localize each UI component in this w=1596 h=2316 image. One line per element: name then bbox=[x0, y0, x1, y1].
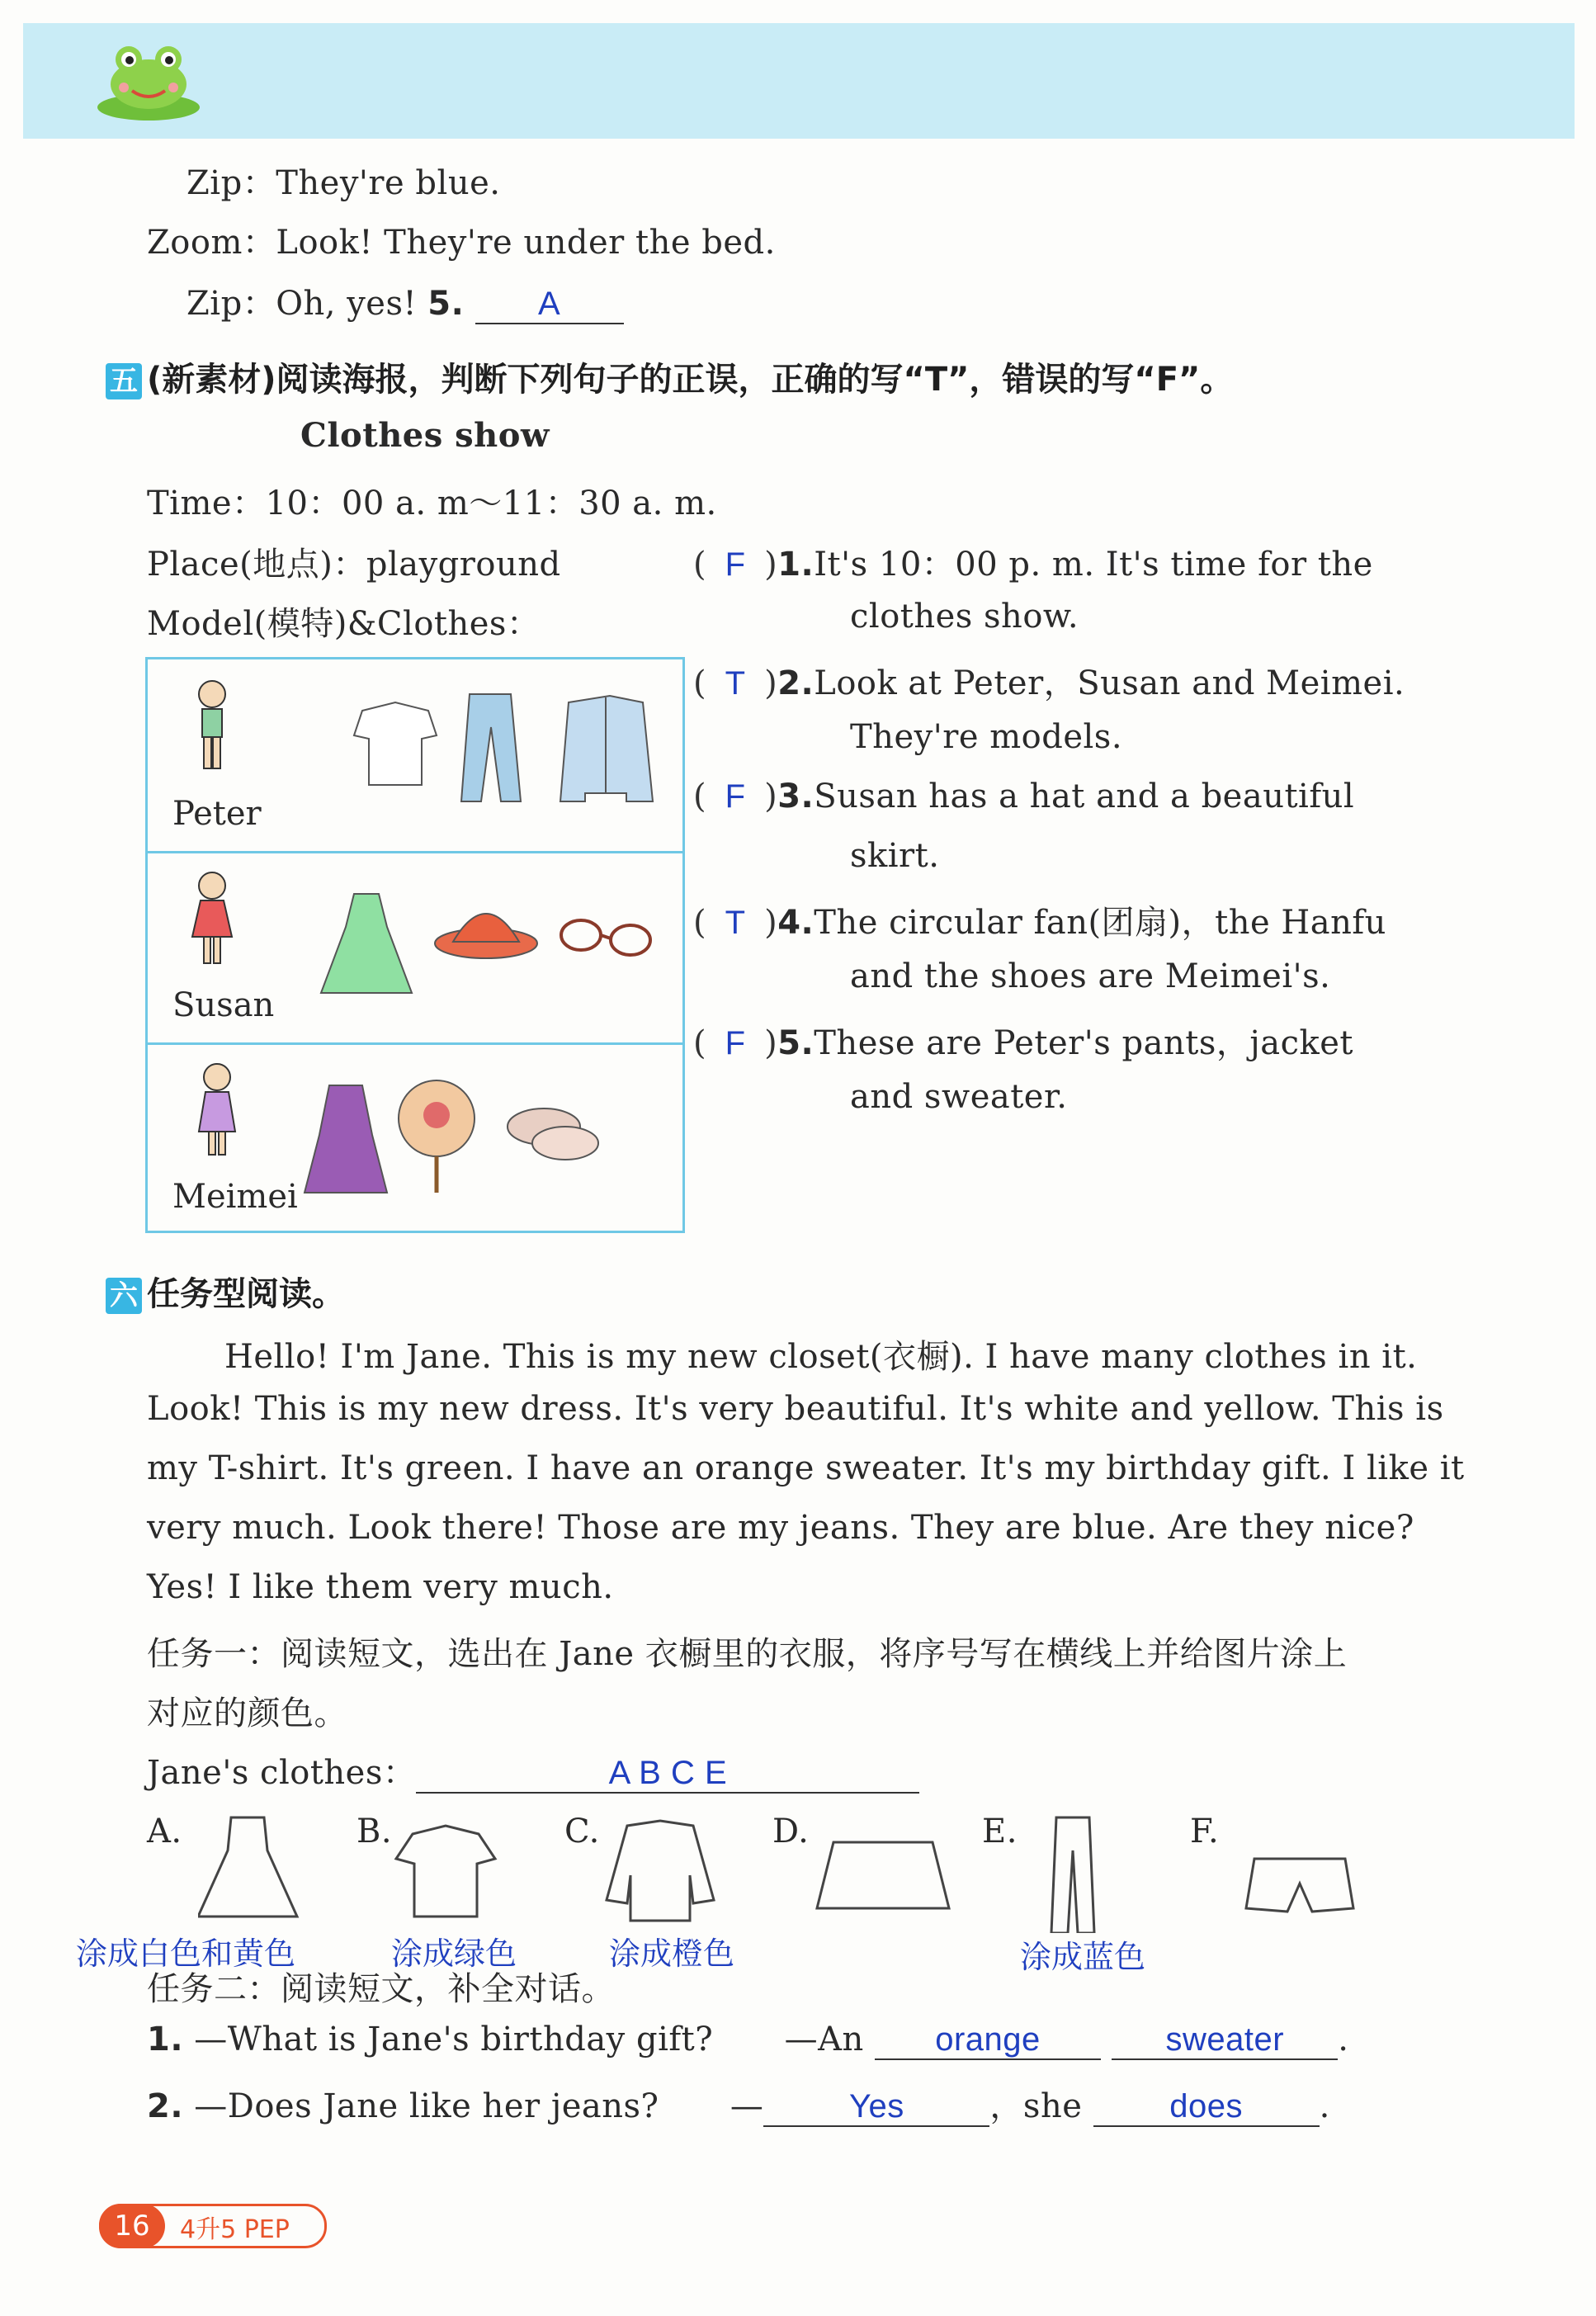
tf-item-4-cont: and the shoes are Meimei's. bbox=[850, 957, 1331, 995]
tf-answer[interactable]: T bbox=[725, 665, 746, 702]
color-note-c: 涂成橙色 bbox=[609, 1936, 735, 1972]
shorts-icon bbox=[1246, 1859, 1353, 1912]
passage-line-4: very much. Look there! Those are my jeans. They are blue. Are they nice? bbox=[147, 1509, 1414, 1547]
answer-blank[interactable]: orange bbox=[875, 2021, 1101, 2060]
option-label: D. bbox=[772, 1813, 810, 1850]
poster-time: Time：10：00 a. m～11：30 a. m. bbox=[147, 484, 717, 522]
model-name: Peter bbox=[172, 795, 262, 833]
option-label: C. bbox=[564, 1813, 600, 1850]
tf-answer[interactable]: F bbox=[725, 1025, 746, 1061]
tf-item-3-cont: skirt. bbox=[850, 837, 940, 875]
model-name: Susan bbox=[172, 986, 275, 1024]
clothes-answer-blank[interactable]: A B C E bbox=[416, 1755, 919, 1794]
option-label: E. bbox=[982, 1813, 1018, 1850]
passage-line-1: Hello! I'm Jane. This is my new closet(衣橱). I have many clothes in it. bbox=[224, 1338, 1418, 1376]
tf-item-5: ( F )5.These are Peter's pants，jacket bbox=[693, 1024, 1353, 1062]
dialog-line-2: Zoom：Look! They're under the bed. bbox=[147, 224, 776, 262]
tf-answer[interactable]: F bbox=[725, 546, 746, 583]
task1-line-1: 任务一：阅读短文，选出在 Jane 衣橱里的衣服，将序号写在横线上并给图片涂上 bbox=[147, 1635, 1348, 1673]
task1-line-2: 对应的颜色。 bbox=[147, 1694, 347, 1732]
model-name: Meimei bbox=[172, 1178, 298, 1216]
model-row-susan bbox=[148, 851, 682, 1045]
tshirt-icon bbox=[396, 1826, 495, 1917]
tf-item-1: ( F )1.It's 10：00 p. m. It's time for the bbox=[693, 546, 1373, 584]
section-5-heading: 五 (新素材)阅读海报，判断下列句子的正误，正确的写“T”，错误的写“F”。 bbox=[106, 353, 1233, 400]
tf-item-1-cont: clothes show. bbox=[850, 598, 1079, 636]
task2-heading: 任务二：阅读短文，补全对话。 bbox=[147, 1970, 615, 2008]
sweater-icon bbox=[607, 1821, 714, 1921]
option-label: A. bbox=[147, 1813, 182, 1850]
question-2: 2. —Does Jane like her jeans? — Yes ，she does . bbox=[147, 2087, 1330, 2125]
section-6-heading: 六 任务型阅读。 bbox=[106, 1268, 345, 1315]
tf-item-3: ( F )3.Susan has a hat and a beautiful bbox=[693, 778, 1355, 815]
model-row-meimei bbox=[148, 1042, 682, 1234]
answer-blank[interactable]: sweater bbox=[1112, 2021, 1338, 2060]
tf-item-2: ( T )2.Look at Peter，Susan and Meimei. bbox=[693, 664, 1405, 702]
color-note-e: 涂成蓝色 bbox=[1020, 1939, 1146, 1975]
color-note-a: 涂成白色和黄色 bbox=[76, 1936, 296, 1972]
dress-icon bbox=[198, 1817, 297, 1917]
poster-model: Model(模特)&Clothes： bbox=[147, 605, 541, 643]
tf-answer[interactable]: T bbox=[725, 905, 746, 941]
skirt-icon bbox=[817, 1842, 949, 1908]
answer-blank[interactable]: does bbox=[1093, 2088, 1320, 2127]
clothes-outline-illustrations bbox=[198, 1809, 1370, 1933]
poster-grid bbox=[145, 657, 685, 1233]
model-row-peter bbox=[148, 659, 682, 853]
poster-place: Place(地点)：playground bbox=[147, 546, 561, 584]
header-banner bbox=[23, 23, 1575, 139]
passage-line-5: Yes! I like them very much. bbox=[147, 1568, 614, 1606]
answer-blank[interactable]: Yes bbox=[763, 2088, 989, 2127]
tf-item-2-cont: They're models. bbox=[850, 718, 1123, 756]
tf-item-5-cont: and sweater. bbox=[850, 1078, 1068, 1116]
section-number-badge: 五 bbox=[106, 363, 142, 399]
option-label: F. bbox=[1190, 1813, 1220, 1850]
frog-icon bbox=[91, 25, 206, 124]
passage-line-3: my T-shirt. It's green. I have an orange sweater. It's my birthday gift. I like it bbox=[147, 1449, 1465, 1487]
question-1: 1. —What is Jane's birthday gift? —An orange sweater . bbox=[147, 2021, 1349, 2058]
poster-title: Clothes show bbox=[300, 416, 550, 455]
dialog-line-3: Zip：Oh, yes! 5. A bbox=[187, 277, 624, 324]
section-number-badge: 六 bbox=[106, 1278, 142, 1314]
clothes-answer-line: Jane's clothes： A B C E bbox=[147, 1746, 919, 1794]
color-note-b: 涂成绿色 bbox=[391, 1936, 517, 1972]
option-label: B. bbox=[357, 1813, 393, 1850]
tf-item-4: ( T )4.The circular fan(团扇)，the Hanfu bbox=[693, 904, 1386, 942]
answer-blank[interactable]: A bbox=[475, 286, 624, 324]
passage-line-2: Look! This is my new dress. It's very beautiful. It's white and yellow. This is bbox=[147, 1390, 1444, 1428]
dialog-line-1: Zip：They're blue. bbox=[187, 164, 501, 202]
jeans-icon bbox=[1051, 1817, 1094, 1933]
tf-answer[interactable]: F bbox=[725, 778, 746, 815]
page-number: 16 bbox=[99, 2204, 165, 2248]
book-label: 4升5 PEP bbox=[180, 2215, 290, 2244]
peter-clothes-illustration bbox=[197, 678, 725, 818]
